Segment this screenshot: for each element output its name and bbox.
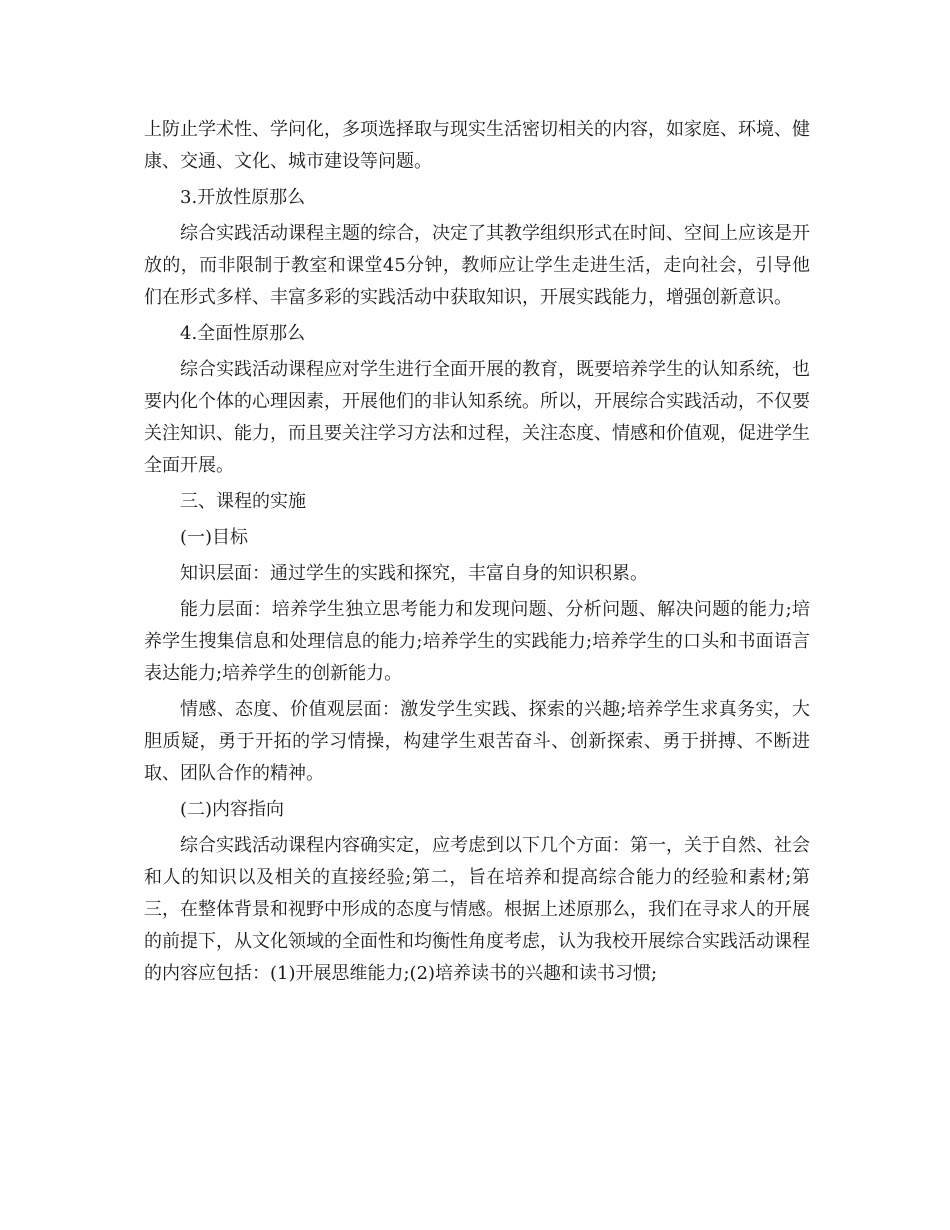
paragraph-content-direction: 综合实践活动课程内容确实定，应考虑到以下几个方面：第一，关于自然、社会和人的知识以及相关的直接经验;第二，旨在培养和提高综合能力的经验和素材;第三，在整体背景和视野中形成的态度与情感。根据上述原那么，我们在寻求人的开展的前提下，从文化领域的全面性和均衡性角度考虑，认为我校开展综合实践活动课程的内容应包括：(1)开展思维能力;(2)培养读书的兴趣和读书习惯;	[144, 835, 810, 984]
section-heading-implementation: 三、课程的实施	[180, 491, 306, 512]
paragraph-emotion-level: 情感、态度、价值观层面：激发学生实践、探索的兴趣;培养学生求真务实，大胆质疑，勇于开拓的学习情操，构建学生艰苦奋斗、创新探索、勇于拼搏、不断进取、团队合作的精神。	[144, 699, 810, 784]
paragraph-comprehensiveness: 综合实践活动课程应对学生进行全面开展的教育，既要培养学生的认知系统，也要内化个体的心理因素，开展他们的非认知系统。所以，开展综合实践活动，不仅要关注知识、能力，而且要关注学习方法和过程，关注态度、情感和价值观，促进学生全面开展。	[144, 359, 810, 476]
paragraph-ability-level: 能力层面：培养学生独立思考能力和发现问题、分析问题、解决问题的能力;培养学生搜集信息和处理信息的能力;培养学生的实践能力;培养学生的口头和书面语言表达能力;培养学生的创新能力。	[144, 599, 810, 684]
paragraph-continuation: 上防止学术性、学问化，多项选择取与现实生活密切相关的内容，如家庭、环境、健康、交通、文化、城市建设等问题。	[144, 119, 810, 172]
paragraph-openness: 综合实践活动课程主题的综合，决定了其教学组织形式在时间、空间上应该是开放的，而非限制于教室和课堂45分钟，教师应让学生走进生活，走向社会，引导他们在形式多样、丰富多彩的实践活动中获取知识，开展实践能力，增强创新意识。	[144, 223, 810, 308]
heading-openness-principle: 3.开放性原那么	[180, 187, 306, 208]
paragraph-knowledge-level: 知识层面：通过学生的实践和探究，丰富自身的知识积累。	[180, 563, 648, 584]
subheading-content-direction: (二)内容指向	[180, 799, 285, 820]
subheading-goals: (一)目标	[180, 527, 249, 548]
document-body	[144, 114, 810, 994]
heading-comprehensiveness-principle: 4.全面性原那么	[180, 323, 306, 344]
